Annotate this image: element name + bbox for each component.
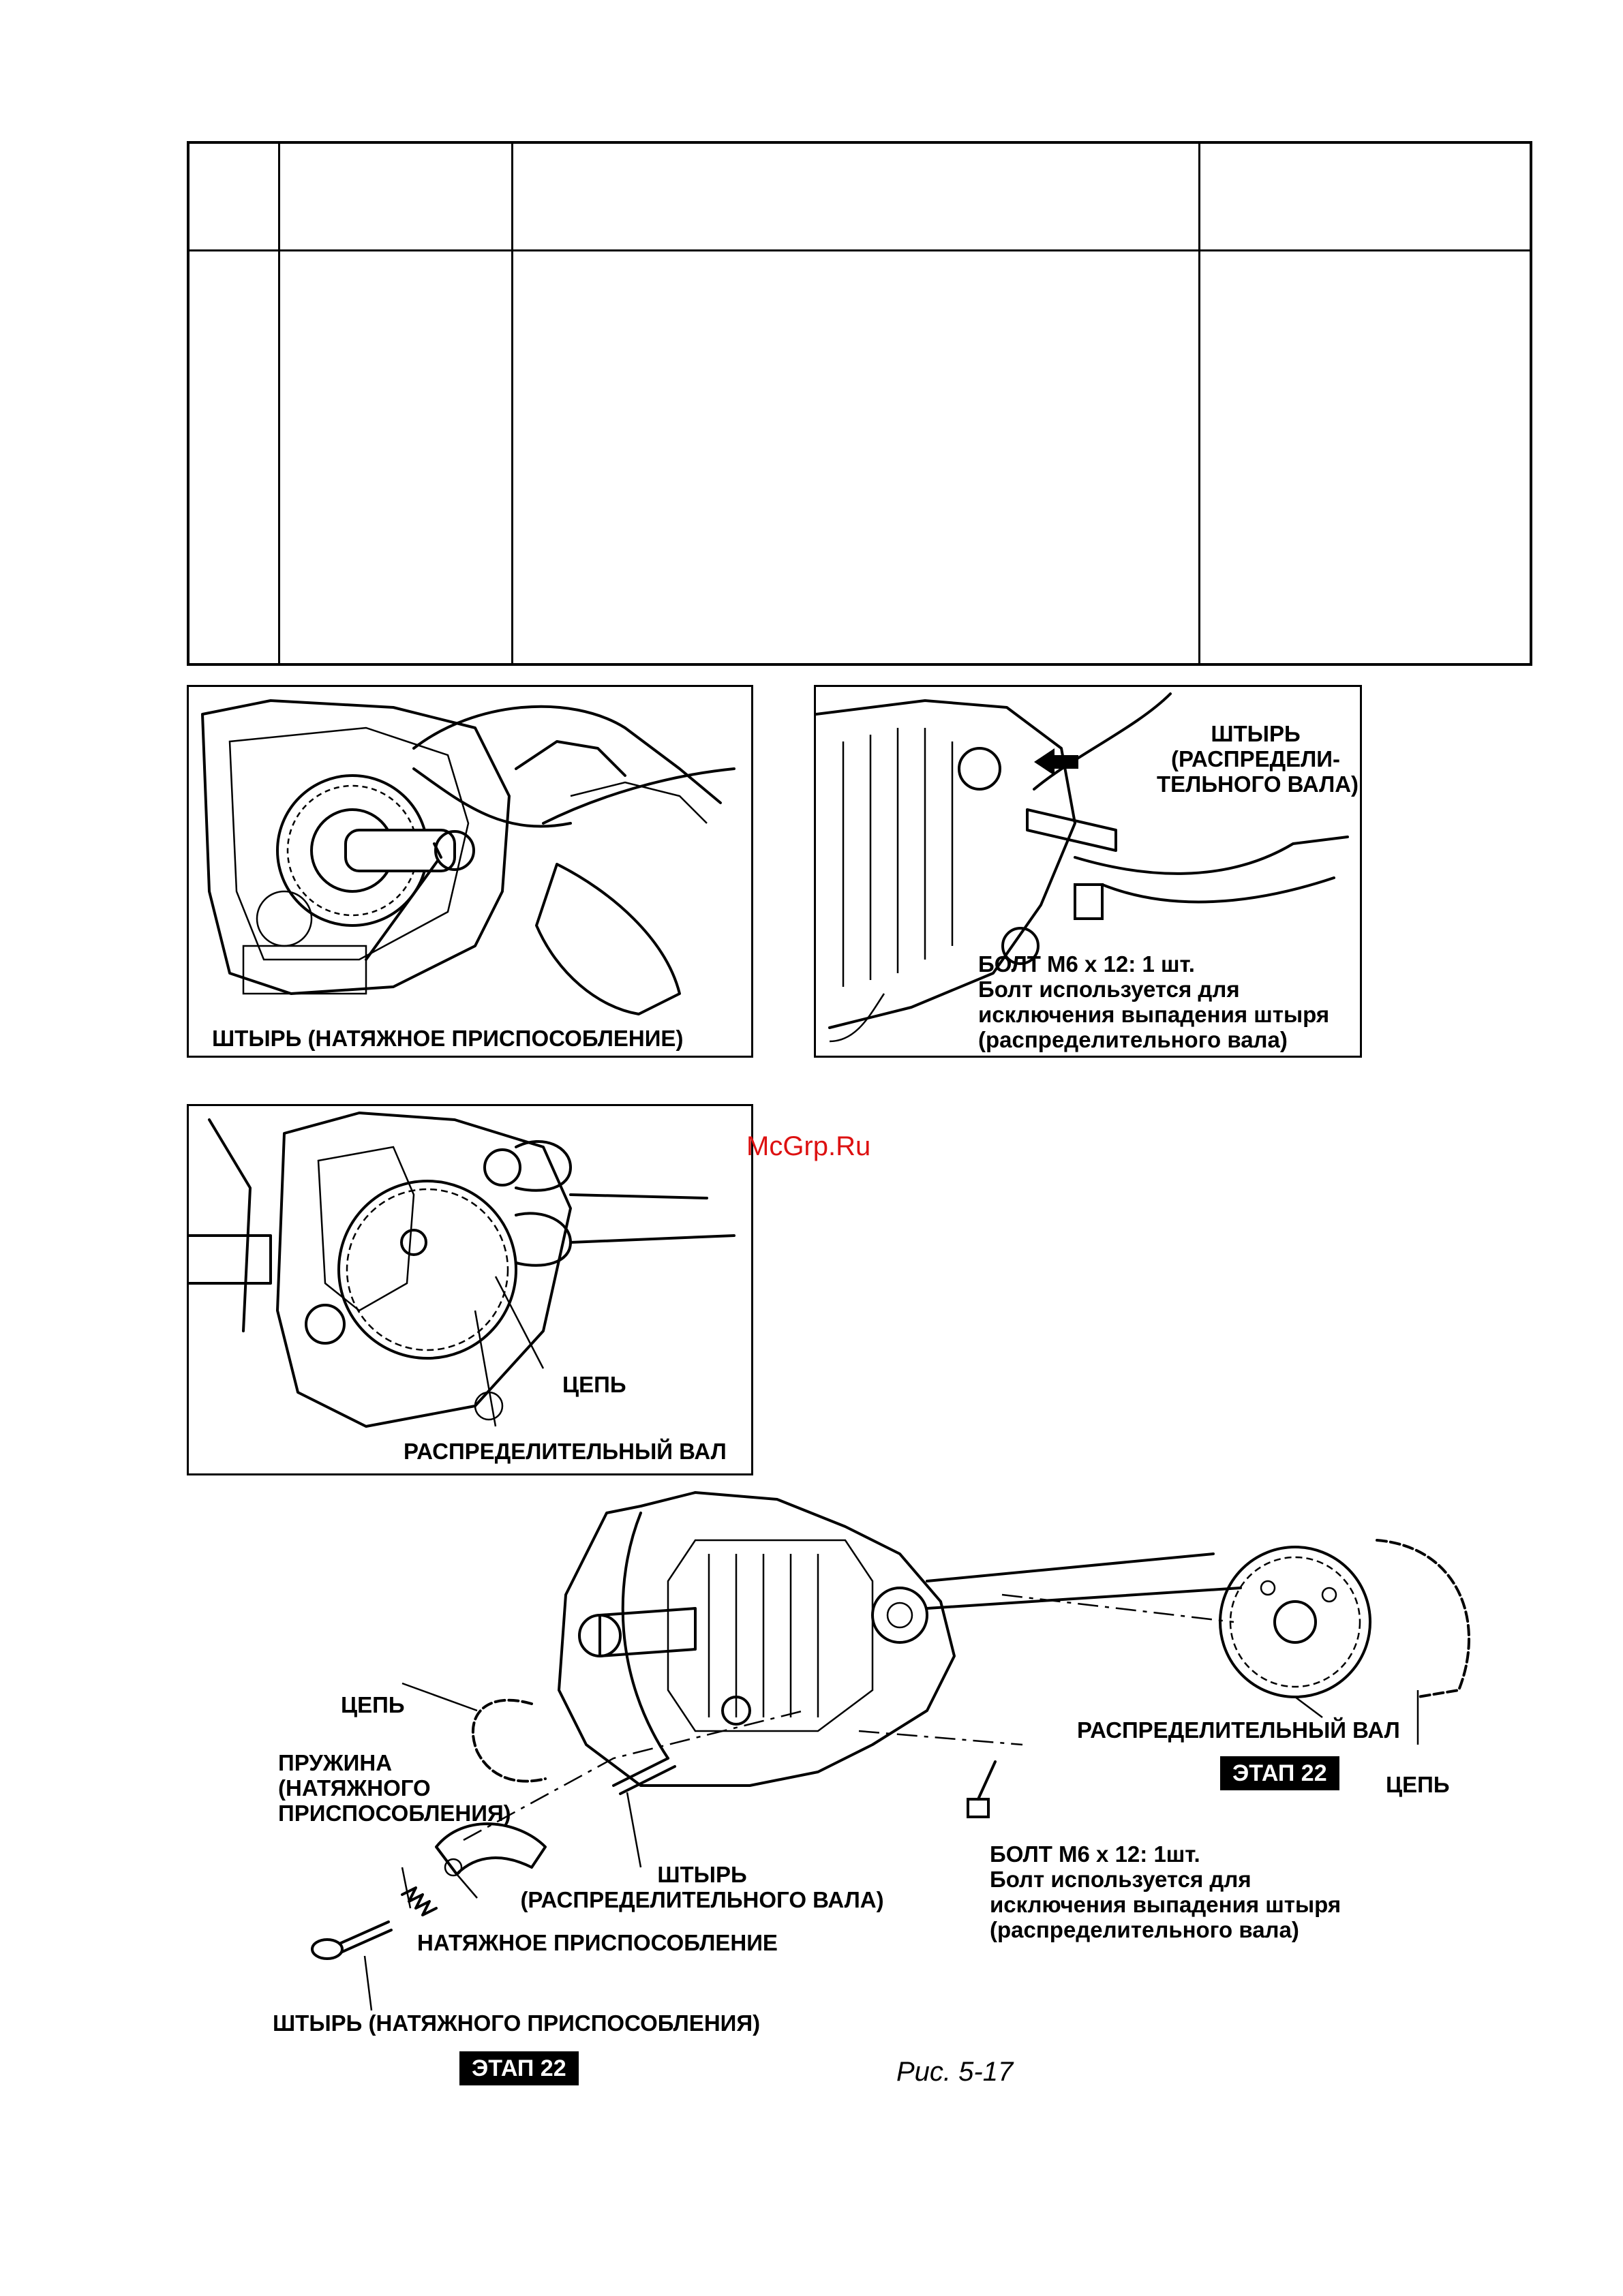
label-camshaft: РАСПРЕДЕЛИТЕЛЬНЫЙ ВАЛ <box>1077 1717 1400 1743</box>
table-header-divider <box>189 249 1530 251</box>
label-camshaft-pin-line2: (РАСПРЕДЕЛИТЕЛЬНОГО ВАЛА) <box>520 1887 884 1912</box>
watermark: McGrp.Ru <box>746 1131 871 1161</box>
label-chain-left: ЦЕПЬ <box>341 1692 405 1717</box>
label-camshaft-pin-line1: ШТЫРЬ <box>1211 721 1301 746</box>
engine-illustration <box>189 1106 753 1475</box>
figure-tensioner-pin-removal <box>187 685 753 1058</box>
label-camshaft: РАСПРЕДЕЛИТЕЛЬНЫЙ ВАЛ <box>404 1439 727 1464</box>
label-bolt-line1: БОЛТ М6 х 12: 1 шт. <box>978 951 1195 977</box>
label-bolt-line4: (распределительного вала) <box>978 1027 1288 1052</box>
procedure-table <box>187 141 1532 666</box>
label-tensioner-pin: ШТЫРЬ (НАТЯЖНОГО ПРИСПОСОБЛЕНИЯ) <box>273 2010 761 2036</box>
label-bolt-line3: исключения выпадения штыря <box>978 1002 1330 1027</box>
engine-illustration <box>189 687 753 1058</box>
label-bolt-line2: Болт используется для <box>990 1867 1252 1892</box>
label-bolt-line4: (распределительного вала) <box>990 1917 1299 1942</box>
label-camshaft-pin-line2: (РАСПРЕДЕЛИ- <box>1170 746 1341 771</box>
figure-exploded-view <box>259 1486 1554 2119</box>
label-tensioner: НАТЯЖНОЕ ПРИСПОСОБЛЕНИЕ <box>417 1930 778 1955</box>
table-column-divider <box>511 144 513 663</box>
label-spring-line2: (НАТЯЖНОГО <box>278 1775 431 1801</box>
stage-badge-left: ЭТАП 22 <box>459 2051 579 2085</box>
label-bolt-line3: исключения выпадения штыря <box>990 1892 1341 1917</box>
label-chain: ЦЕПЬ <box>562 1372 626 1397</box>
label-spring-line1: ПРУЖИНА <box>278 1750 393 1775</box>
label-tensioner-pin: ШТЫРЬ (НАТЯЖНОЕ ПРИСПОСОБЛЕНИЕ) <box>212 1026 684 1051</box>
label-chain-right: ЦЕПЬ <box>1386 1772 1450 1797</box>
label-camshaft-pin-line3: ТЕЛЬНОГО ВАЛА) <box>1157 771 1359 797</box>
label-bolt-line1: БОЛТ М6 х 12: 1шт. <box>990 1841 1200 1867</box>
figure-camshaft-pin-removal <box>814 685 1362 1058</box>
figure-camshaft-chain <box>187 1104 753 1475</box>
stage-badge-right: ЭТАП 22 <box>1220 1756 1339 1790</box>
table-column-divider <box>1198 144 1200 663</box>
label-camshaft-pin-line1: ШТЫРЬ <box>657 1862 747 1887</box>
label-spring-line3: ПРИСПОСОБЛЕНИЯ) <box>278 1801 511 1826</box>
table-column-divider <box>278 144 280 663</box>
label-bolt-line2: Болт используется для <box>978 977 1240 1002</box>
figure-caption: Рис. 5-17 <box>896 2057 1014 2087</box>
